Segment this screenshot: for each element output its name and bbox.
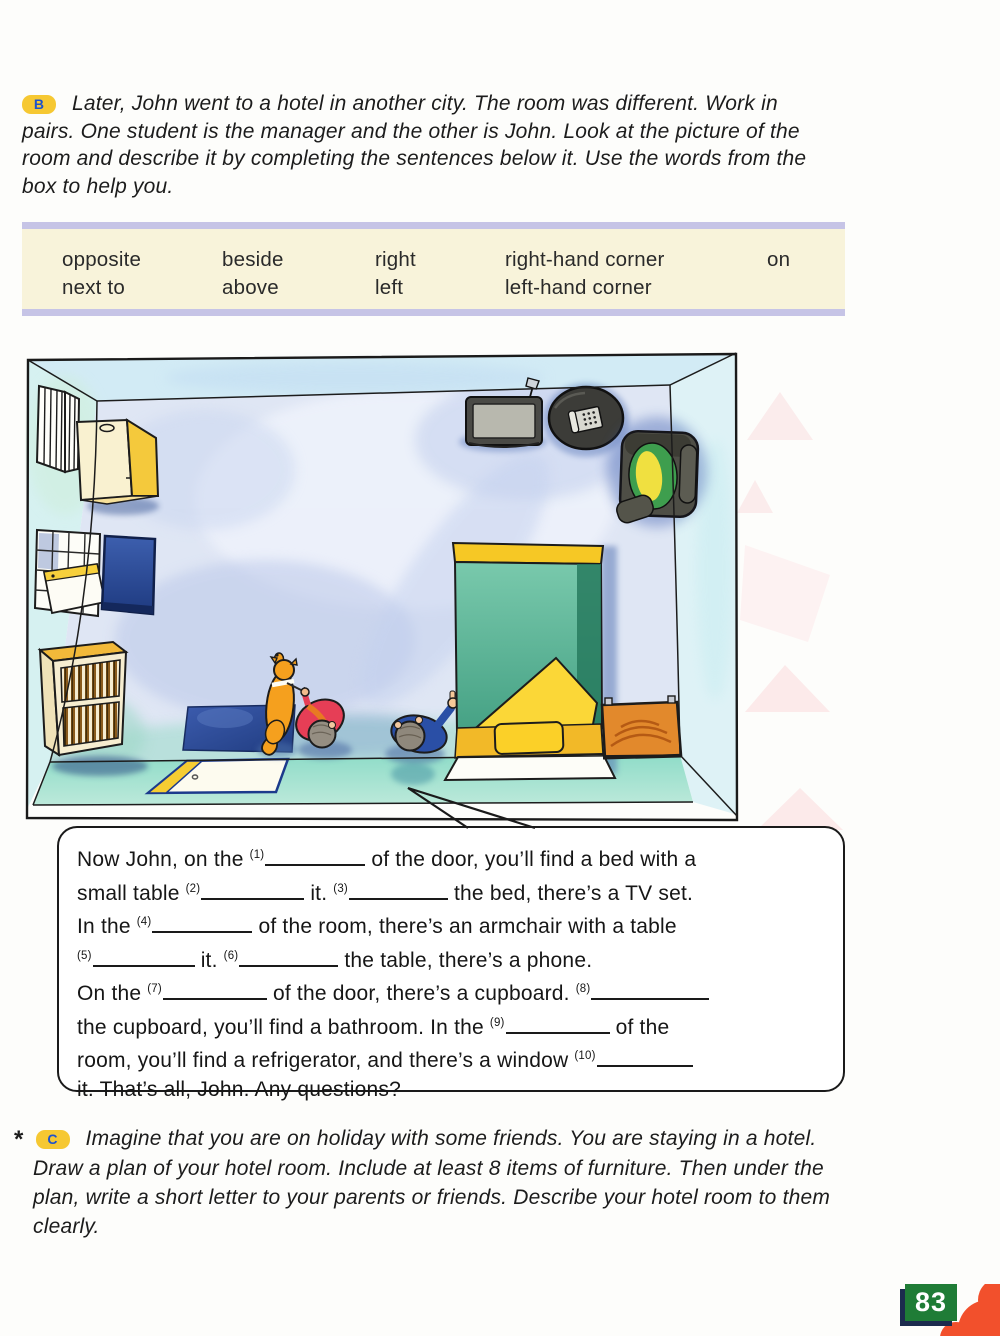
wall-picture-icon [102,536,155,614]
section-b-line: Later, John went to a hotel in another city. The room was different. Work in [72,92,778,115]
blank-number: (7) [147,983,162,995]
section-b-badge: B [22,95,56,114]
blank-line [265,849,365,866]
blank-line [93,950,195,967]
blank-number: (3) [333,882,348,895]
word-box-column [375,246,416,302]
blank-number: (2) [185,882,201,895]
word-box-word: left-hand corner [505,276,652,299]
word-box-word: opposite [62,248,142,271]
word-box [22,222,845,316]
paragraph-line: box to help you. [22,174,174,198]
speech-bubble-tail [395,782,545,832]
speech-bubble [57,826,845,1101]
bedside-table-icon [602,696,682,758]
word-box-column [505,246,665,302]
blank-line [152,916,252,933]
paragraph-line: room and describe it by completing the sentences below it. Use the words from the [22,147,807,170]
blank-number: (4) [136,916,152,928]
word-box-column [62,246,141,302]
blank-number: (1) [249,849,265,861]
pillow [494,722,563,754]
speech-bubble-line: room, you’ll find a refrigerator, and there’s a window $^{(10)}$ [77,1042,825,1076]
blank-line [591,983,709,1000]
speech-bubble-line: $^{(5)}$ it. $^{(6)}$ the table, there’s a phone. [77,948,593,972]
word-box-word: left [375,276,404,299]
word-box-word: on [767,248,791,271]
speech-bubble-line: In the $^{(4)}$ of the room, there’s an armchair with a table [77,915,677,938]
speech-bubble-line: Now John, on the $^{(1)}$ of the door, you’ll find a bed with a [77,848,697,871]
blank-line [506,1017,610,1034]
word-box-word: right-hand corner [505,248,665,271]
armchair-icon [607,417,707,527]
section-c-row [14,1124,914,1154]
word-box-word: right [375,248,416,271]
speech-bubble-line: On the $^{(7)}$ of the door, there’s a cupboard. $^{(8)}$ [77,975,825,1009]
blank-line [163,983,267,1000]
blank-line [597,1050,693,1067]
word-box-column [222,246,284,302]
speech-bubble-line: it. That’s all, John. Any questions? [77,1077,401,1101]
section-b [22,90,902,200]
paragraph-line: plan, write a short letter to your parents or friends. Describe your hotel room to them [33,1186,831,1209]
blank-number: (6) [223,949,239,962]
word-box-word: above [222,276,279,299]
bed-icon [445,543,617,780]
background-watermark [730,380,910,840]
word-box-word: beside [222,248,284,271]
refrigerator-icon [77,420,159,515]
section-b-lines [22,118,902,201]
blank-line [239,950,338,967]
bed-headboard [453,543,603,564]
paragraph-line: pairs. One student is the manager and the other is John. Look at the picture of the [22,119,800,143]
paragraph-line: Draw a plan of your hotel room. Include at least 8 items of furniture. Then under the [33,1157,824,1180]
section-c-lines [33,1154,914,1241]
shuttered-window-icon [37,386,79,472]
room-illustration [25,350,740,822]
asterisk: * [14,1126,24,1153]
blank-line [349,883,448,900]
paragraph-line: clearly. [33,1215,100,1238]
word-box-word: next to [62,276,125,299]
speech-bubble-line: small table $^{(2)}$ it. $^{(3)}$ the bed, there’s a TV set. [77,881,694,905]
page-number-badge: 83 [905,1284,957,1321]
blank-number: (10) [574,1050,596,1062]
blank-line [201,883,304,900]
speech-bubble-line: the cupboard, you’ll find a bathroom. In the $^{(9)}$ of the [77,1015,670,1039]
blank-number: (9) [489,1016,505,1029]
section-b-row [22,90,902,118]
blank-number: (8) [575,983,591,995]
section-c-badge: C [36,1130,70,1149]
section-c-line: Imagine that you are on holiday with some friends. You are staying in a hotel. [85,1127,817,1150]
section-c [14,1124,914,1241]
word-box-column [767,246,790,274]
blank-number: (5) [77,949,92,962]
